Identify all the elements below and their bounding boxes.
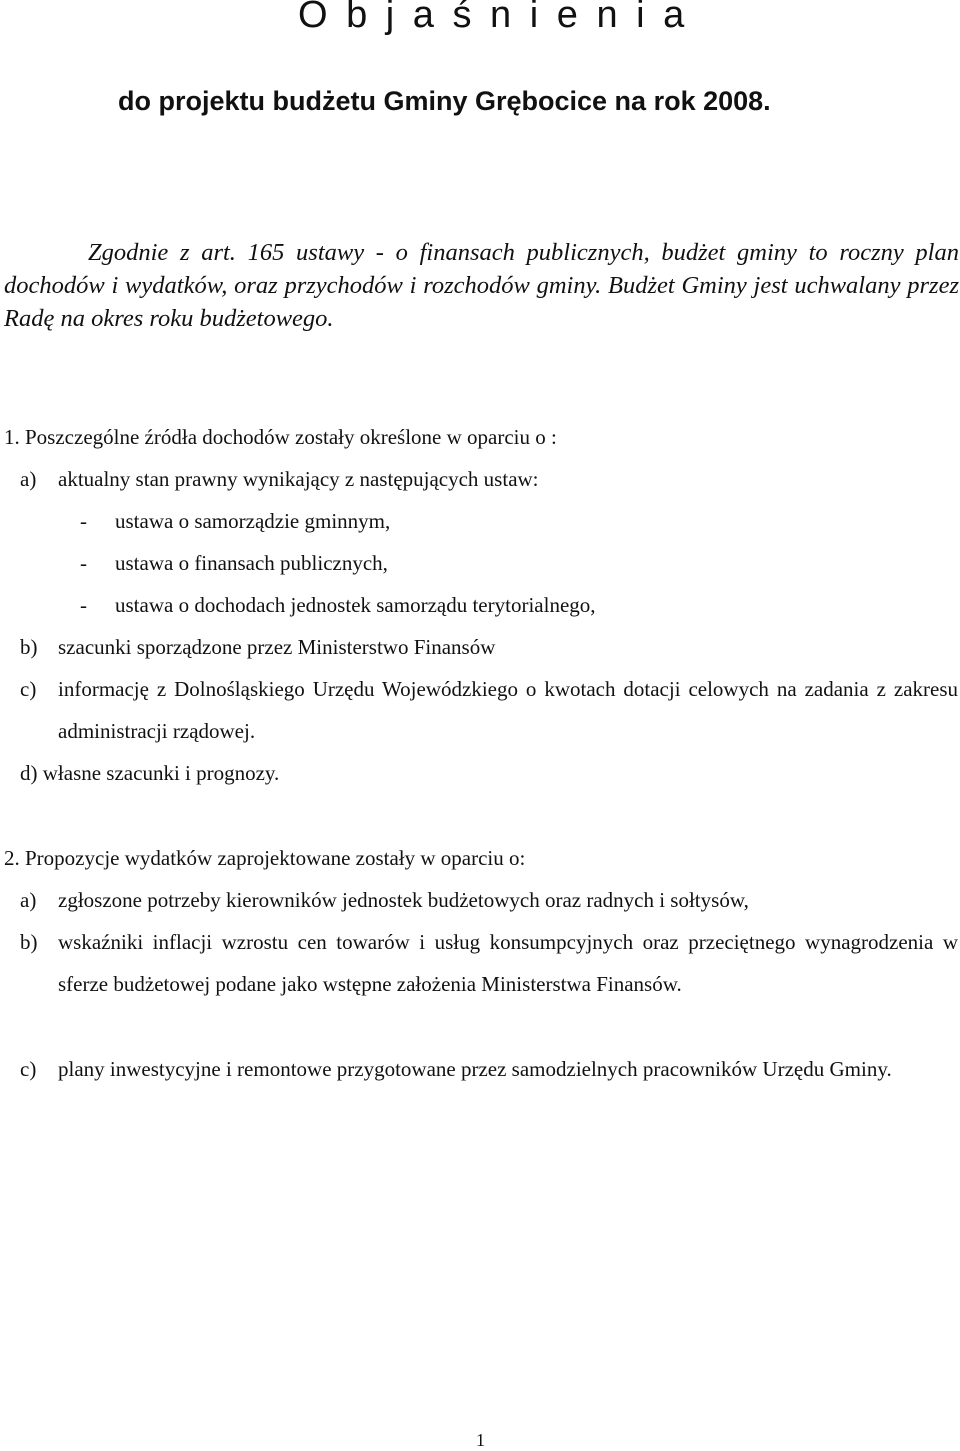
document-title: O b j a ś n i e n i a	[298, 0, 686, 36]
law-dash: -	[80, 509, 87, 533]
section-1-item-a-label: a)	[20, 467, 37, 491]
page-number: 1	[476, 1430, 485, 1450]
law-item: ustawa o samorządzie gminnym,	[115, 509, 391, 533]
law-item: ustawa o finansach publicznych,	[115, 551, 388, 575]
section-1-item-c-text: informację z Dolnośląskiego Urzędu Wojewódzkiego o kwotach dotacji celowych na zadania z zakresu administracji rządowej.	[58, 677, 958, 743]
section-2-item-b-text: wskaźniki inflacji wzrostu cen towarów i usług konsumpcyjnych oraz przeciętnego wynagrodzenia w sferze budżetowej podane jako wstępne założenia Ministerstwa Finansów.	[58, 930, 958, 996]
section-1-heading: 1. Poszczególne źródła dochodów zostały określone w oparciu o :	[4, 425, 557, 449]
law-dash: -	[80, 551, 87, 575]
section-2-heading: 2. Propozycje wydatków zaprojektowane zostały w oparciu o:	[4, 846, 526, 870]
section-1-item-b-text: szacunki sporządzone przez Ministerstwo Finansów	[58, 635, 496, 659]
section-2-item-a-label: a)	[20, 888, 37, 912]
section-2-item-c-text: plany inwestycyjne i remontowe przygotowane przez samodzielnych pracowników Urzędu Gminy.	[58, 1057, 892, 1081]
law-item: ustawa o dochodach jednostek samorządu terytorialnego,	[115, 593, 596, 617]
section-2-item-c-label: c)	[20, 1057, 37, 1081]
intro-paragraph: Zgodnie z art. 165 ustawy - o finansach publicznych, budżet gminy to roczny plan dochodów i wydatków, oraz przychodów i rozchodów gminy. Budżet Gminy jest uchwalany przez Radę na okres roku budżetowego.	[4, 239, 959, 332]
section-1-item-d: d) własne szacunki i prognozy.	[20, 761, 280, 785]
section-1-item-a-text: aktualny stan prawny wynikający z następujących ustaw:	[58, 467, 539, 491]
section-1-item-b-label: b)	[20, 635, 38, 659]
section-1-item-c-label: c)	[20, 677, 37, 701]
law-dash: -	[80, 593, 87, 617]
section-2-item-a-text: zgłoszone potrzeby kierowników jednostek budżetowych oraz radnych i sołtysów,	[58, 888, 749, 912]
section-2-item-b-label: b)	[20, 930, 38, 954]
document-subtitle: do projektu budżetu Gminy Grębocice na rok 2008.	[118, 86, 771, 116]
